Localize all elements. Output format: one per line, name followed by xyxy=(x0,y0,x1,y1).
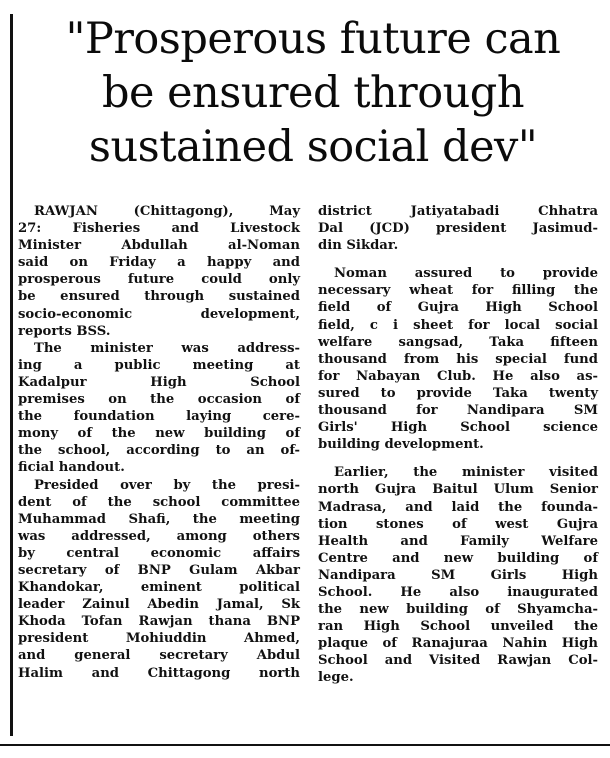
article-line: Dal (JCD) president Jasimud- xyxy=(318,221,598,237)
article-column-right xyxy=(318,203,598,687)
article-line: sured to provide Taka twenty xyxy=(318,385,598,401)
article-line: The minister was address- xyxy=(34,340,300,356)
headline-line: "Prosperous future can xyxy=(65,14,561,64)
article-line: Khoda Tofan Rawjan thana BNP xyxy=(18,614,300,630)
article-line: necessary wheat for filling the xyxy=(318,283,598,299)
article-line: president Mohiuddin Ahmed, xyxy=(18,631,300,647)
article-line: Health and Family Welfare xyxy=(318,533,598,549)
article-line: be ensured through sustained xyxy=(18,289,300,305)
article-line: plaque of Ranajuraa Nahin High xyxy=(318,636,598,652)
article-line: by central economic affairs xyxy=(18,545,300,561)
article-line: was addressed, among others xyxy=(18,528,300,544)
left-column-rule xyxy=(10,14,13,736)
article-line: din Sikdar. xyxy=(318,238,399,254)
article-line: Muhammad Shafi, the meeting xyxy=(18,511,300,527)
article-line: north Gujra Baitul Ulum Senior xyxy=(318,482,598,498)
paragraph-gap xyxy=(318,453,598,464)
article-line: 27: Fisheries and Livestock xyxy=(18,221,300,237)
article-line: field, c i sheet for local social xyxy=(318,317,598,333)
article-line: ran High School unveiled the xyxy=(318,619,598,635)
headline xyxy=(20,12,606,174)
article-line: Presided over by the presi- xyxy=(34,477,300,493)
article-line: and general secretary Abdul xyxy=(18,648,300,664)
article-line: said on Friday a happy and xyxy=(18,255,300,271)
article-line: district Jatiyatabadi Chhatra xyxy=(318,204,598,219)
article-line: lege. xyxy=(318,670,354,686)
article-line: School. He also inaugurated xyxy=(318,584,598,600)
article-line: leader Zainul Abedin Jamal, Sk xyxy=(18,597,300,613)
article-line: Earlier, the minister visited xyxy=(334,465,598,481)
article-line: ing a public meeting at xyxy=(18,357,300,373)
headline-line: sustained social dev" xyxy=(88,122,538,172)
article-line: premises on the occasion of xyxy=(18,392,300,408)
article-line: socio-economic development, xyxy=(18,306,300,322)
article-line: welfare sangsad, Taka fifteen xyxy=(318,334,598,350)
article-line: building development. xyxy=(318,437,484,453)
headline-line: be ensured through xyxy=(101,68,525,118)
article-line: tion stones of west Gujra xyxy=(318,516,598,532)
article-column-left xyxy=(18,203,300,682)
article-line: thousand from his special fund xyxy=(318,351,598,367)
article-line: the new building of Shyamcha- xyxy=(318,602,598,618)
article-line: Centre and new building of xyxy=(318,550,598,566)
article-line: School and Visited Rawjan Col- xyxy=(318,653,598,669)
article-line: ficial handout. xyxy=(18,460,125,476)
article-line: prosperous future could only xyxy=(18,272,300,288)
article-line: Noman assured to provide xyxy=(334,266,598,282)
article-line: Nandipara SM Girls High xyxy=(318,567,598,583)
article-line: for Nabayan Club. He also as- xyxy=(318,368,598,384)
article-line: Minister Abdullah al-Noman xyxy=(18,238,300,254)
article-line: Madrasa, and laid the founda- xyxy=(318,499,598,515)
article-line: the foundation laying cere- xyxy=(18,409,300,425)
article-line: Khandokar, eminent political xyxy=(18,580,300,596)
article-line: reports BSS. xyxy=(18,323,111,339)
paragraph-gap xyxy=(318,254,598,265)
article-line: field of Gujra High School xyxy=(318,300,598,316)
bottom-rule xyxy=(0,744,610,746)
article-line: dent of the school committee xyxy=(18,494,300,510)
article-line: secretary of BNP Gulam Akbar xyxy=(18,562,300,578)
article-line: RAWJAN (Chittagong), May xyxy=(34,204,300,219)
article-line: Halim and Chittagong north xyxy=(18,665,300,681)
article-line: Kadalpur High School xyxy=(18,374,300,390)
article-line: thousand for Nandipara SM xyxy=(318,403,598,419)
article-line: Girls' High School science xyxy=(318,420,598,436)
article-line: mony of the new building of xyxy=(18,426,300,442)
article-line: the school, according to an of- xyxy=(18,443,300,459)
